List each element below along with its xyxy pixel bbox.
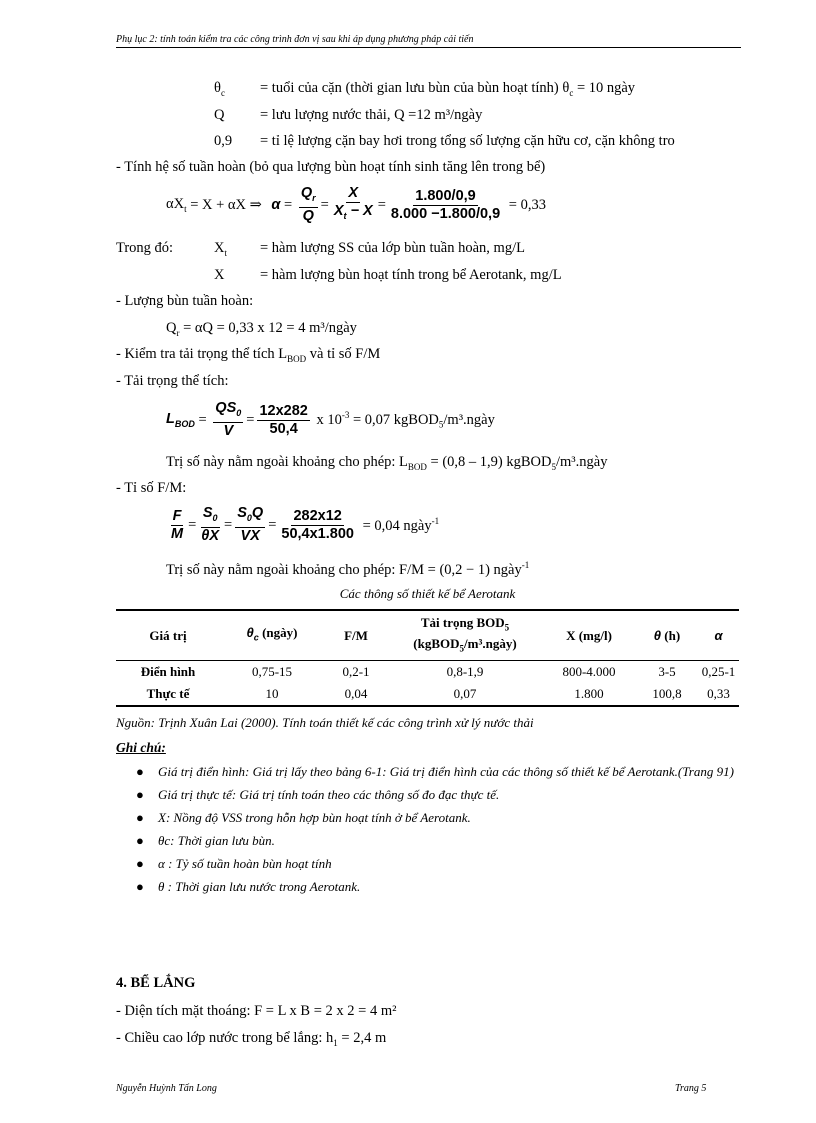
list-item: ● X: Nồng độ VSS trong hỗn hợp bùn hoạt tính ở bể Aerotank. — [136, 810, 471, 825]
height-line: - Chiều cao lớp nước trong bể lắng: $h_1 = 2,4$ m — [116, 1030, 387, 1048]
eq3-frac-s0q-vx: $\frac{S_0Q}{VX}$ — [237, 505, 264, 544]
row-label: Điển hình — [140, 664, 196, 680]
eq1-lhs: $\alpha X_t$ — [166, 196, 187, 214]
col-header-value: Giá trị — [149, 628, 187, 644]
bullet-icon: ● — [136, 833, 144, 848]
eq2-frac-values: $\frac{12x282}{50,4}$ — [259, 402, 308, 437]
col-header-x: X (mg/l) — [566, 628, 612, 644]
eq1-alpha: α — [271, 197, 281, 213]
col-header-bod-load: Tải trọng $BOD_5$ (kgBOD$_5$/m³.ngày) — [413, 615, 517, 654]
eq3-frac-s0-theta-x: $\frac{S_0}{\theta X}$ — [201, 505, 220, 544]
table-cell: 3-5 — [658, 664, 676, 680]
col-header-theta-c: $\theta_c$ (ngày) — [246, 625, 298, 643]
eq1-mid: = X + αX ⇒ — [186, 196, 266, 213]
table-header-row — [116, 610, 739, 661]
where-label: Trong đó: — [116, 240, 174, 256]
load-note: Trị số này nằm ngoài khoảng cho phép: $L_{BOD} = (0,8 - 1,9)$ kgBOD$_5$/m³.ngày — [166, 454, 608, 472]
table-cell: 0,25-1 — [701, 664, 736, 680]
table-cell: 800-4.000 — [562, 664, 616, 680]
where-x-desc: = hàm lượng bùn hoạt tính trong bể Aerotank, mg/L — [260, 267, 562, 283]
recirc-title: - Tính hệ số tuần hoàn (bỏ qua lượng bùn hoạt tính sinh tăng lên trong bể) — [116, 159, 546, 175]
bullet-icon: ● — [136, 787, 144, 802]
eq3-result: = 0,04 ngày$^{-1}$ — [358, 515, 440, 534]
where-x-symbol: X — [214, 267, 225, 283]
def-ratio-symbol: 0,9 — [214, 133, 233, 149]
list-item: ● Giá trị thực tế: Giá trị tính toán theo các thông số đo đạc thực tế. — [136, 787, 500, 802]
eq3-frac-values: $\frac{282x12}{50,4x1.800}$ — [281, 507, 354, 542]
list-item: ● Giá trị điển hình: Giá trị lấy theo bảng 6-1: Giá trị điển hình của các thông số thiết kế bể Aerotank.(Trang 91) — [136, 764, 734, 779]
table-cell: 0,8-1,9 — [446, 664, 484, 680]
eq1-frac-x: $\frac{X}{X_t - X}$ — [333, 185, 373, 221]
table-caption: Các thông số thiết kế bể Aerotank — [339, 586, 516, 601]
def-q-symbol: Q — [214, 107, 225, 123]
fm-title: - Tỉ số F/M: — [116, 480, 187, 496]
bullet-icon: ● — [136, 879, 144, 894]
load-title: - Tải trọng thể tích: — [116, 373, 229, 389]
def-q-desc: = lưu lượng nước thải, Q =12 m³/ngày — [260, 107, 483, 123]
table-row — [116, 661, 739, 684]
area-line: - Diện tích mặt thoáng: F = L x B = 2 x 2 = 4 m² — [116, 1003, 397, 1019]
notes-list — [136, 764, 741, 902]
table-cell: 0,04 — [344, 686, 368, 702]
def-theta-symbol: $\theta_c$ — [214, 80, 225, 98]
recirc-flow-calc: $Q_r = \alpha Q = 0,33$ x 12 = 4 m³/ngày — [166, 320, 357, 338]
check-title: - Kiểm tra tải trọng thể tích $L_{BOD}$ và tỉ số F/M — [116, 346, 381, 364]
table-cell: 0,07 — [453, 686, 477, 702]
table-cell: 10 — [265, 686, 279, 702]
def-theta-desc: = tuổi của cặn (thời gian lưu bùn của bùn hoạt tính) $\theta_c = 10$ ngày — [260, 80, 636, 98]
eq3-frac-f-m: $\frac{F}{M}$ — [171, 507, 184, 542]
equation-volume-load: $L_{BOD}$ = $\frac{QS_0}{V}$ = $\frac{12x282}{50,4}$ x $10^{-3} = 0,07$ kgBOD$_5$/m³.ngày — [166, 400, 495, 439]
list-item: ● θc: Thời gian lưu bùn. — [136, 833, 275, 848]
notes-title: Ghi chú: — [116, 740, 166, 755]
eq2-lhs: $L_{BOD}$ — [166, 411, 195, 429]
section-title: 4. BỂ LẮNG — [116, 975, 196, 991]
col-header-fm: F/M — [344, 628, 368, 644]
eq1-result: = 0,33 — [505, 196, 546, 213]
recirc-flow-title: - Lượng bùn tuần hoàn: — [116, 293, 254, 309]
equation-recirc-ratio: $\alpha X_t$ = X + αX ⇒ α = $\frac{Q_r}{Q}$ = $\frac{X}{X_t - X}$ = $\frac{1.800/0,9}{8.000 -1.800/0,9}$ = 0,33 — [166, 185, 546, 224]
fm-note: Trị số này nằm ngoài khoảng cho phép: F/M = (0,2 − 1) ngày$^{-1}$ — [166, 560, 530, 578]
table-cell: 1.800 — [574, 686, 604, 702]
page-header: Phụ lục 2: tính toán kiểm tra các công trình đơn vị sau khi áp dụng phương pháp cải tiến — [116, 34, 741, 48]
table-row — [116, 683, 739, 706]
where-xt-symbol: $X_t$ — [214, 240, 227, 258]
table-cell: 0,75-15 — [251, 664, 293, 680]
row-label: Thực tế — [146, 686, 190, 702]
eq1-frac-qr-q: $\frac{Q_r}{Q}$ — [300, 185, 316, 224]
eq2-result: x $10^{-3} = 0,07$ kgBOD$_5$/m³.ngày — [312, 410, 495, 430]
def-ratio-desc: = tỉ lệ lượng cặn bay hơi trong tổng số lượng cặn hữu cơ, cặn không tro — [260, 133, 675, 149]
table-cell: 0,2-1 — [342, 664, 370, 680]
bullet-icon: ● — [136, 856, 144, 871]
eq1-frac-values: $\frac{1.800/0,9}{8.000 -1.800/0,9}$ — [390, 187, 501, 222]
aerotank-design-table — [116, 609, 739, 707]
col-header-theta-h: θ (h) — [653, 628, 681, 644]
source-note: Nguồn: Trịnh Xuân Lai (2000). Tính toán thiết kế các công trình xử lý nước thải — [116, 715, 534, 730]
col-header-alpha: α — [714, 628, 723, 644]
list-item: ● θ : Thời gian lưu nước trong Aerotank. — [136, 879, 361, 894]
eq2-frac-qs-v: $\frac{QS_0}{V}$ — [215, 400, 242, 439]
where-xt-desc: = hàm lượng SS của lớp bùn tuần hoàn, mg/L — [260, 240, 525, 256]
footer-author: Nguyễn Huỳnh Tấn Long — [116, 1083, 217, 1094]
bullet-icon: ● — [136, 810, 144, 825]
footer-page: Trang 5 — [675, 1083, 707, 1094]
bullet-icon: ● — [136, 764, 144, 779]
equation-fm-ratio: $\frac{F}{M}$ = $\frac{S_0}{\theta X}$ = $\frac{S_0Q}{VX}$ = $\frac{282x12}{50,4x1.800}$ = 0,04 ngày$^{-1}$ — [171, 505, 440, 544]
table-cell: 0,33 — [707, 686, 730, 702]
list-item: ● α : Tỷ số tuần hoàn bùn hoạt tính — [136, 856, 332, 871]
table-cell: 100,8 — [652, 686, 682, 702]
